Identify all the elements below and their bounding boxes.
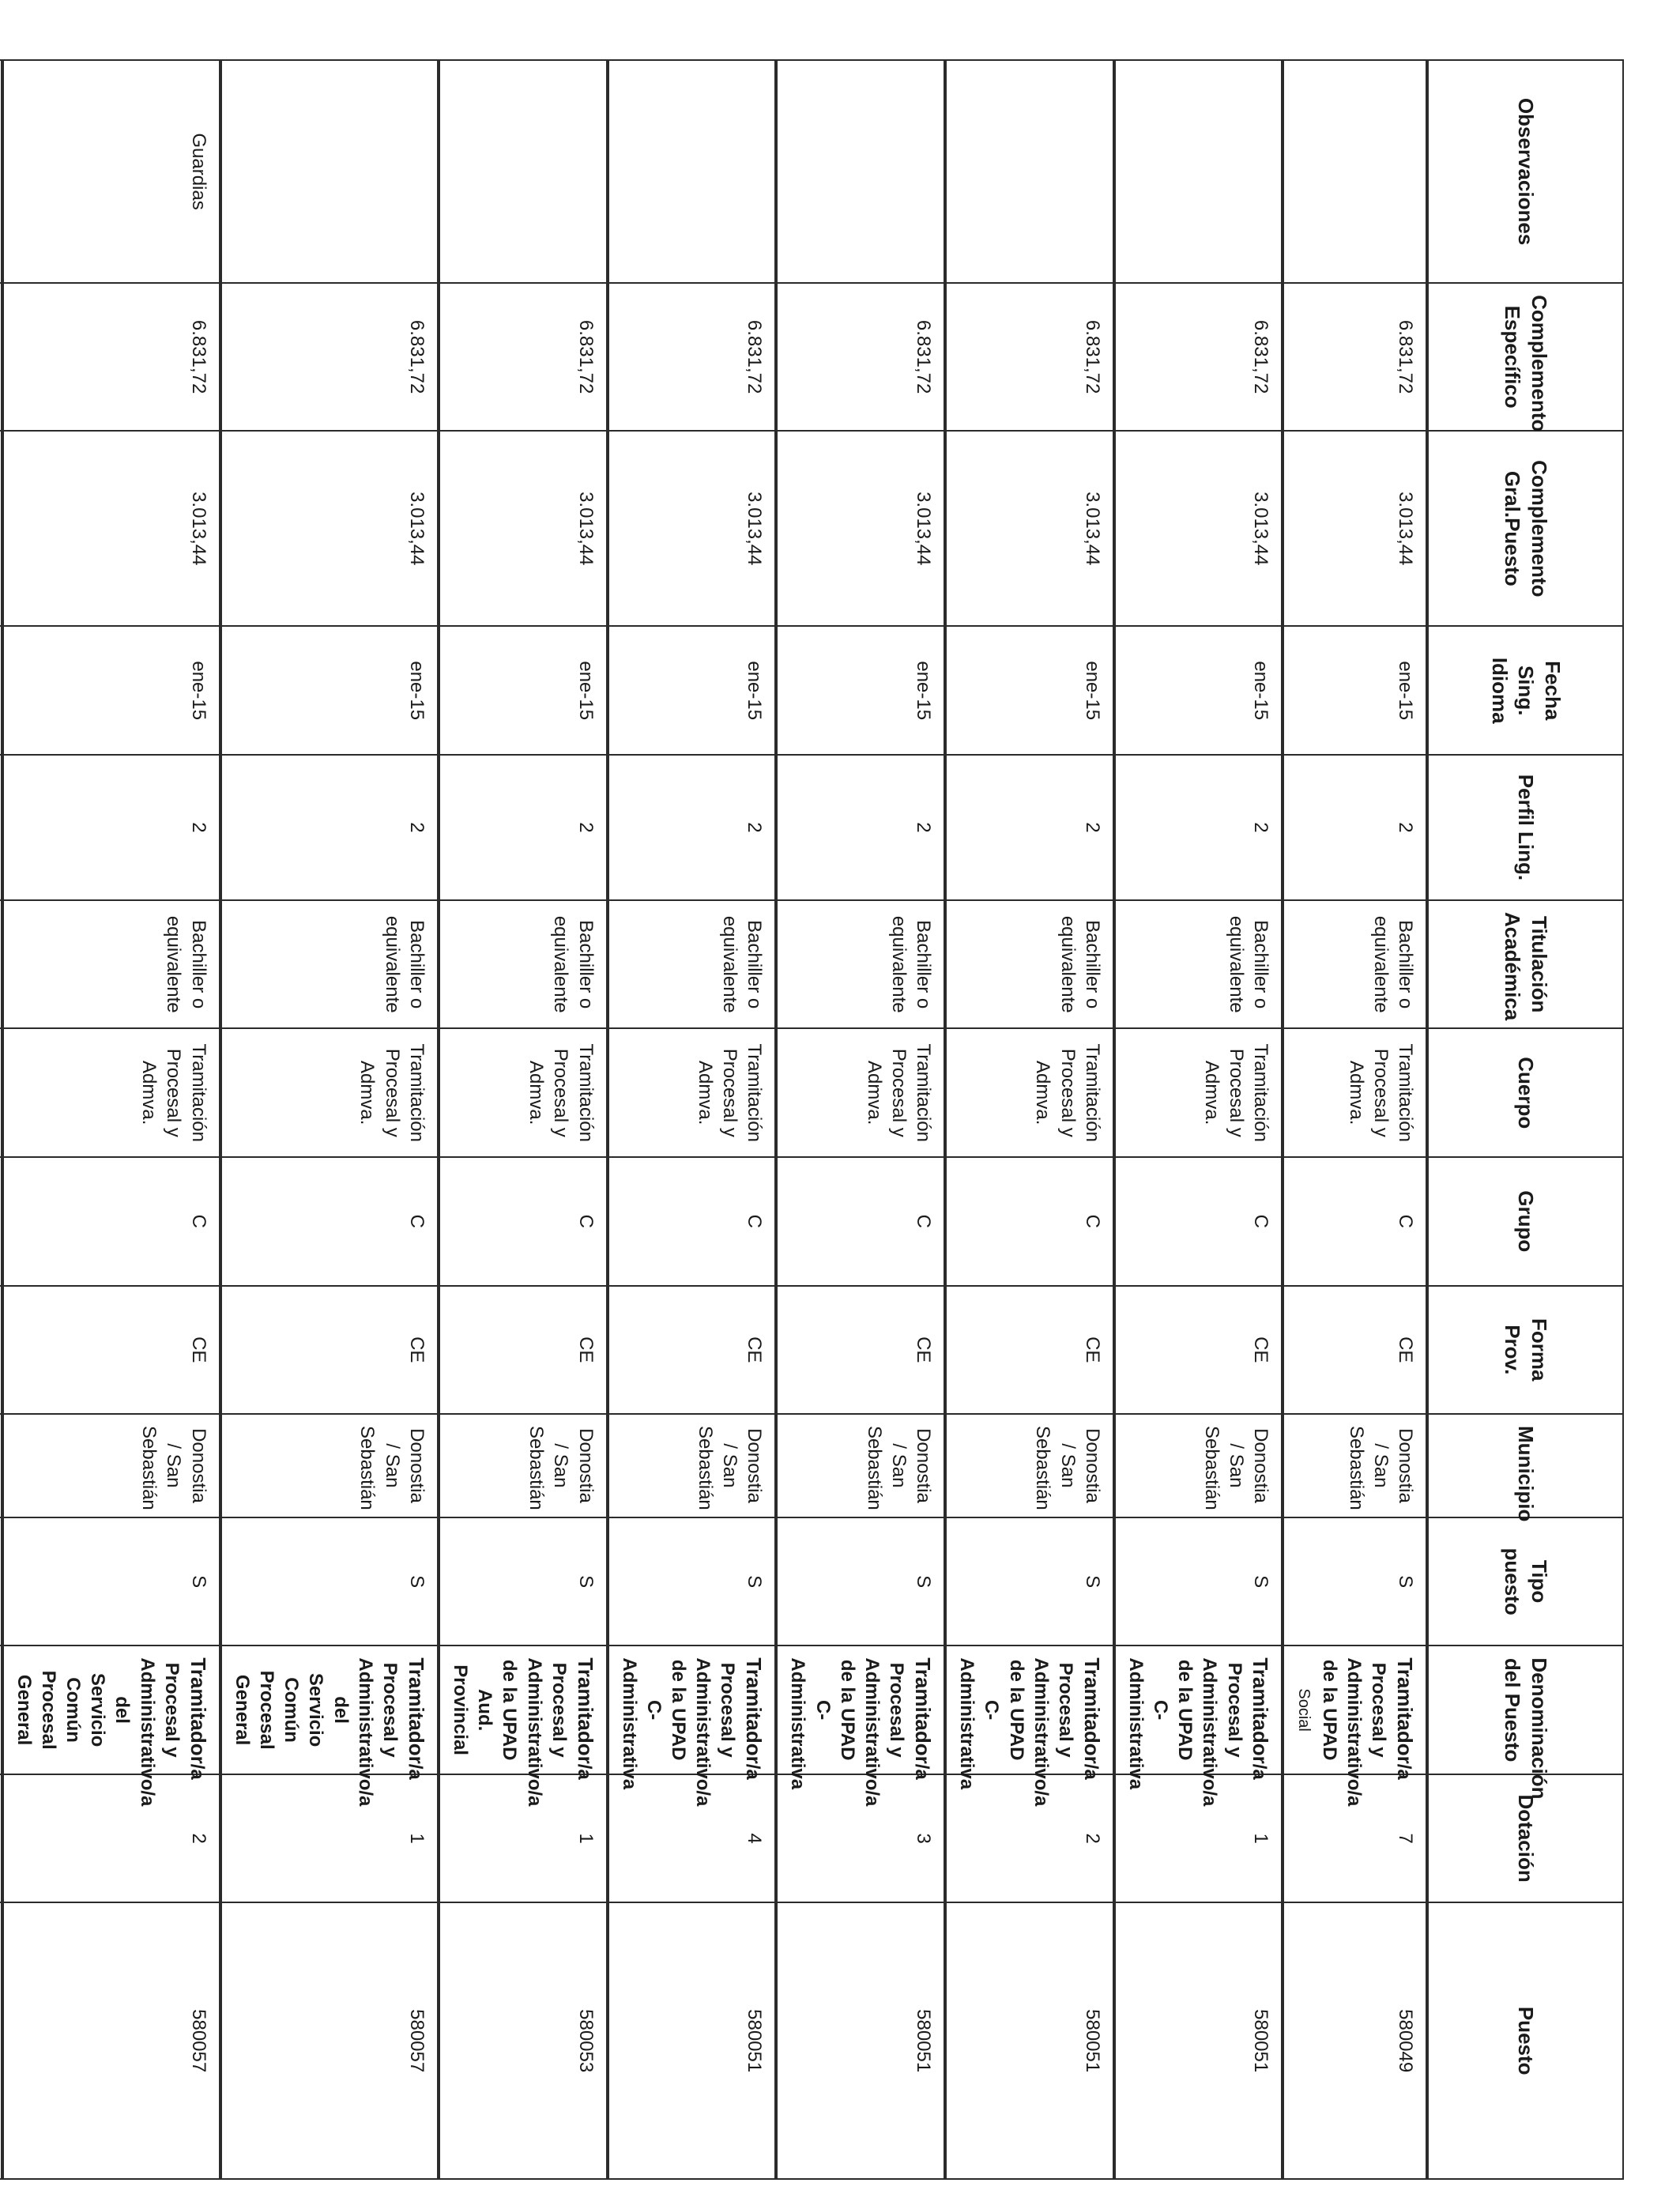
- cell-municipio: Donostia / San Sebastián: [2, 1414, 220, 1517]
- table-row: [439, 60, 608, 2179]
- positions-table: [0, 59, 1624, 2180]
- cell-tipo: S: [776, 1517, 945, 1646]
- cell-forma: CE: [439, 1286, 608, 1415]
- cell-ce: 6.831,72: [1283, 283, 1427, 431]
- table-row: [1283, 60, 1427, 2179]
- header-complemento-especifico: Complemento Específico: [1427, 283, 1623, 431]
- header-row: [1427, 60, 1623, 2179]
- cell-cgp: 3.013,44: [220, 431, 439, 626]
- cell-forma: CE: [1114, 1286, 1283, 1415]
- cell-dotacion: 1: [1114, 1774, 1283, 1903]
- cell-denominacion: [608, 1646, 777, 1807]
- cell-municipio: [0, 1414, 2, 1517]
- cell-obs: Guardias: [2, 60, 220, 283]
- cell-tipo: S: [945, 1517, 1114, 1646]
- cell-municipio: Donostia / San Sebastián: [439, 1414, 608, 1517]
- header-perfil-ling: Perfil Ling.: [1427, 755, 1623, 900]
- cell-ce: 6.831,72: [945, 283, 1114, 431]
- cell-perfil: 2: [1283, 755, 1427, 900]
- denominacion-main: /a Procesal y Administrativo/a de la UPAD C-Administrativa: [1124, 1657, 1271, 1807]
- cell-municipio: Donostia / San Sebastián: [1114, 1414, 1283, 1517]
- cell-cgp: 3.013,44: [2, 431, 220, 626]
- cell-puesto: 580057: [2, 1902, 220, 2179]
- denominacion-main: /a Procesal y Administrativo/a de la UPAD Aud. Provincial: [449, 1657, 595, 1807]
- cell-cuerpo: Tramitación Procesal y Admva.: [1114, 1028, 1283, 1157]
- header-denominacion: Denominación del Puesto: [1427, 1646, 1623, 1774]
- cell-titulacion: Bachiller o equivalente: [608, 900, 777, 1029]
- header-grupo: Grupo: [1427, 1157, 1623, 1286]
- cell-grupo: C: [439, 1157, 608, 1286]
- cell-fecha: ene-15: [776, 626, 945, 755]
- cell-forma: CE: [2, 1286, 220, 1415]
- cell-municipio: Donostia / San Sebastián: [608, 1414, 777, 1517]
- cell-dotacion: 1: [220, 1774, 439, 1903]
- cell-dotacion: 1: [439, 1774, 608, 1903]
- cell-cuerpo: Tramitación Procesal y Admva.: [1283, 1028, 1427, 1157]
- cell-grupo: [0, 1157, 2, 1286]
- cell-fecha: ene-15: [1114, 626, 1283, 755]
- table-row: [0, 60, 2, 2179]
- cell-dotacion: 3: [776, 1774, 945, 1903]
- cell-tipo: S: [220, 1517, 439, 1646]
- header-fecha-sing-idioma: Fecha Sing. Idioma: [1427, 626, 1623, 755]
- denominacion-prefix: Tramitador: [186, 1657, 210, 1764]
- cell-forma: CE: [776, 1286, 945, 1415]
- cell-grupo: C: [1114, 1157, 1283, 1286]
- cell-forma: [0, 1286, 2, 1415]
- cell-cgp: 3.013,44: [945, 431, 1114, 626]
- cell-denominacion: [439, 1646, 608, 1807]
- cell-puesto: 580051: [1114, 1902, 1283, 2179]
- table-row: [776, 60, 945, 2179]
- denominacion-prefix: Tramitador: [1249, 1657, 1273, 1764]
- cell-fecha: ene-15: [608, 626, 777, 755]
- cell-titulacion: Bachiller o equivalente: [1114, 900, 1283, 1029]
- cell-fecha: ene-15: [220, 626, 439, 755]
- cell-denominacion: [220, 1646, 439, 1807]
- cell-tipo: [0, 1517, 2, 1646]
- cell-tipo: S: [1114, 1517, 1283, 1646]
- cell-obs: [1283, 60, 1427, 283]
- cell-municipio: Donostia / San Sebastián: [220, 1414, 439, 1517]
- denominacion-suffix: Social: [1294, 1688, 1313, 1732]
- cell-perfil: 2: [1114, 755, 1283, 900]
- table-row: [2, 60, 220, 2179]
- cell-titulacion: Bachiller o equivalente: [945, 900, 1114, 1029]
- cell-puesto: 580051: [608, 1902, 777, 2179]
- cell-cuerpo: Tramitación Procesal y Admva.: [776, 1028, 945, 1157]
- table-row: [608, 60, 777, 2179]
- cell-cuerpo: Tramitación Procesal y Admva.: [945, 1028, 1114, 1157]
- cell-obs: [439, 60, 608, 283]
- cell-puesto: 580051: [776, 1902, 945, 2179]
- table-row: [1114, 60, 1283, 2179]
- cell-obs: [608, 60, 777, 283]
- header-titulacion: Titulación Académica: [1427, 900, 1623, 1029]
- cell-grupo: C: [1283, 1157, 1427, 1286]
- denominacion-main: /a Procesal y Administrativo/a del Servicio Común Procesal General: [231, 1657, 426, 1807]
- cell-municipio: Donostia / San Sebastián: [776, 1414, 945, 1517]
- denominacion-prefix: Tramitador: [404, 1657, 428, 1764]
- cell-ce: [0, 283, 2, 431]
- cell-ce: 6.831,72: [1114, 283, 1283, 431]
- cell-obs: [945, 60, 1114, 283]
- cell-tipo: S: [1283, 1517, 1427, 1646]
- cell-ce: 6.831,72: [2, 283, 220, 431]
- cell-dotacion: 4: [608, 1774, 777, 1903]
- header-dotacion: Dotación: [1427, 1774, 1623, 1903]
- cell-municipio: Donostia / San Sebastián: [945, 1414, 1114, 1517]
- denominacion-prefix: Tramitador: [573, 1657, 597, 1764]
- cell-denominacion: [776, 1646, 945, 1807]
- cell-ce: 6.831,72: [220, 283, 439, 431]
- cell-titulacion: [0, 900, 2, 1029]
- cell-forma: CE: [945, 1286, 1114, 1415]
- cell-grupo: C: [776, 1157, 945, 1286]
- cell-tipo: S: [439, 1517, 608, 1646]
- cell-titulacion: Bachiller o equivalente: [2, 900, 220, 1029]
- header-tipo-puesto: Tipo puesto: [1427, 1517, 1623, 1646]
- denominacion-main: /a Procesal y Administrativo/a de la UPAD: [1318, 1657, 1414, 1807]
- header-complemento-gral-puesto: Complemento Gral.Puesto: [1427, 431, 1623, 626]
- cell-cgp: [0, 431, 2, 626]
- cell-cgp: 3.013,44: [439, 431, 608, 626]
- cell-cuerpo: Tramitación Procesal y Admva.: [220, 1028, 439, 1157]
- cell-forma: CE: [1283, 1286, 1427, 1415]
- cell-grupo: C: [608, 1157, 777, 1286]
- cell-forma: CE: [220, 1286, 439, 1415]
- cell-denominacion: [1114, 1646, 1283, 1807]
- cell-cuerpo: Tramitación Procesal y Admva.: [2, 1028, 220, 1157]
- cell-fecha: ene-15: [439, 626, 608, 755]
- denominacion-prefix: Tramitador: [1079, 1657, 1104, 1764]
- cell-tipo: S: [2, 1517, 220, 1646]
- table-row: [945, 60, 1114, 2179]
- denominacion-main: /a Procesal y Administrativo/a de la UPAD C-Administrativa: [787, 1657, 932, 1807]
- cell-cgp: 3.013,44: [776, 431, 945, 626]
- table-body: [0, 60, 1427, 2179]
- header-puesto: Puesto: [1427, 1902, 1623, 2179]
- cell-cgp: 3.013,44: [1283, 431, 1427, 626]
- cell-municipio: Donostia / San Sebastián: [1283, 1414, 1427, 1517]
- cell-dotacion: [0, 1774, 2, 1903]
- cell-perfil: [0, 755, 2, 900]
- cell-denominacion: [1283, 1646, 1427, 1807]
- denominacion-main: /a Procesal y Administrativo/a del Servicio Común Procesal General: [13, 1657, 208, 1807]
- cell-dotacion: 7: [1283, 1774, 1427, 1903]
- denominacion-prefix: Tramitador: [742, 1657, 767, 1764]
- header-cuerpo: Cuerpo: [1427, 1028, 1623, 1157]
- cell-cgp: 3.013,44: [1114, 431, 1283, 626]
- cell-puesto: 580049: [1283, 1902, 1427, 2179]
- header-observaciones: Observaciones: [1427, 60, 1623, 283]
- cell-perfil: 2: [608, 755, 777, 900]
- header-forma-prov: Forma Prov.: [1427, 1286, 1623, 1415]
- cell-puesto: 580051: [945, 1902, 1114, 2179]
- denominacion-main: /a Procesal y Administrativo/a de la UPAD C-Administrativa: [956, 1657, 1102, 1807]
- cell-grupo: C: [2, 1157, 220, 1286]
- cell-perfil: 2: [220, 755, 439, 900]
- cell-fecha: [0, 626, 2, 755]
- denominacion-prefix: Tramitador: [910, 1657, 935, 1764]
- cell-grupo: C: [220, 1157, 439, 1286]
- cell-grupo: C: [945, 1157, 1114, 1286]
- cell-perfil: 2: [439, 755, 608, 900]
- cell-obs: [220, 60, 439, 283]
- cell-cuerpo: Tramitación Procesal y Admva.: [439, 1028, 608, 1157]
- table-row: [220, 60, 439, 2179]
- cell-obs: [776, 60, 945, 283]
- cell-fecha: ene-15: [1283, 626, 1427, 755]
- cell-puesto: [0, 1902, 2, 2179]
- cell-titulacion: Bachiller o equivalente: [1283, 900, 1427, 1029]
- cell-perfil: 2: [776, 755, 945, 900]
- cell-perfil: 2: [2, 755, 220, 900]
- cell-cuerpo: [0, 1028, 2, 1157]
- cell-cgp: 3.013,44: [608, 431, 777, 626]
- cell-puesto: 580057: [220, 1902, 439, 2179]
- cell-denominacion: [0, 1646, 2, 1774]
- cell-puesto: 580053: [439, 1902, 608, 2179]
- cell-fecha: ene-15: [2, 626, 220, 755]
- cell-denominacion: [2, 1646, 220, 1807]
- cell-dotacion: 2: [945, 1774, 1114, 1903]
- cell-titulacion: Bachiller o equivalente: [776, 900, 945, 1029]
- cell-dotacion: 2: [2, 1774, 220, 1903]
- cell-titulacion: Bachiller o equivalente: [439, 900, 608, 1029]
- cell-obs: [1114, 60, 1283, 283]
- cell-perfil: 2: [945, 755, 1114, 900]
- cell-denominacion: [945, 1646, 1114, 1807]
- header-municipio: Municipio: [1427, 1414, 1623, 1517]
- cell-tipo: S: [608, 1517, 777, 1646]
- denominacion-main: /a Procesal y Administrativo/a de la UPAD C-Administrativa: [618, 1657, 764, 1807]
- cell-fecha: ene-15: [945, 626, 1114, 755]
- cell-ce: 6.831,72: [439, 283, 608, 431]
- cell-cuerpo: Tramitación Procesal y Admva.: [608, 1028, 777, 1157]
- cell-obs: [0, 60, 2, 283]
- denominacion-prefix: Tramitador: [1393, 1657, 1417, 1764]
- cell-titulacion: Bachiller o equivalente: [220, 900, 439, 1029]
- cell-ce: 6.831,72: [776, 283, 945, 431]
- cell-ce: 6.831,72: [608, 283, 777, 431]
- cell-forma: CE: [608, 1286, 777, 1415]
